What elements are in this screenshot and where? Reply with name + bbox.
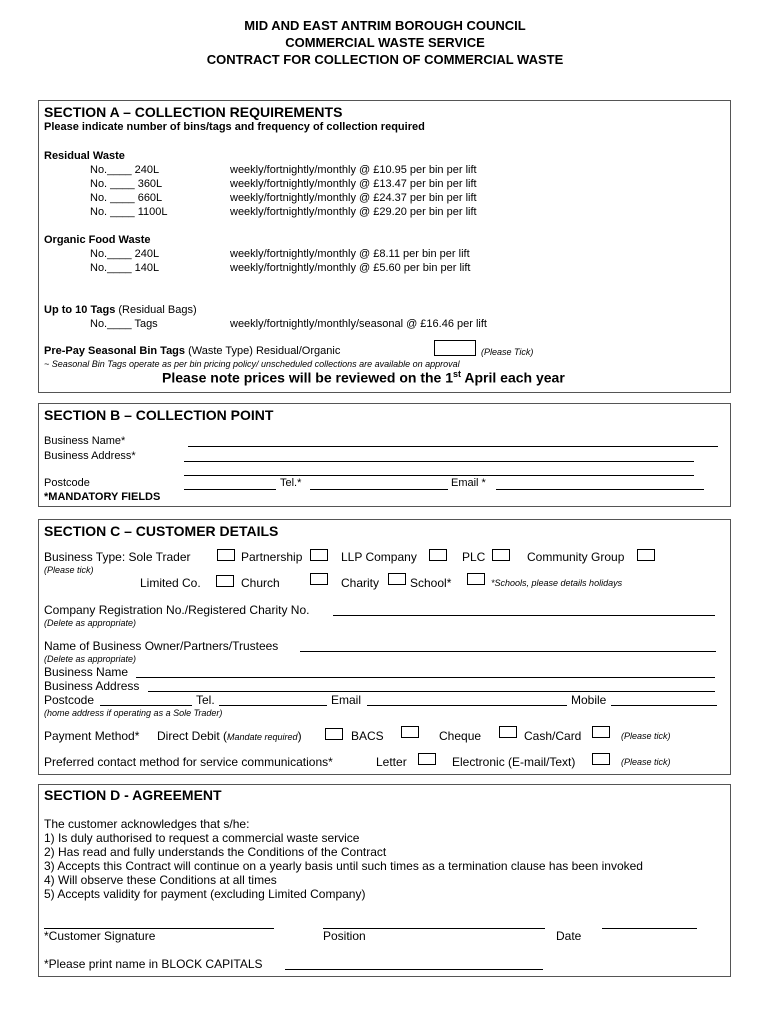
business-address-line-1[interactable] <box>184 461 694 462</box>
c-mobile-line[interactable] <box>611 705 717 706</box>
direct-debit-label: Direct Debit (Mandate required) <box>157 729 302 743</box>
section-a-subtitle: Please indicate number of bins/tags and frequency of collection required <box>44 121 425 133</box>
position-label: Position <box>323 929 366 943</box>
c-business-address-line[interactable] <box>148 691 715 692</box>
prepay-heading: Pre-Pay Seasonal Bin Tags <box>44 345 186 357</box>
email-label: Email * <box>451 477 486 489</box>
electronic-checkbox[interactable] <box>592 753 610 765</box>
business-address-line-2[interactable] <box>184 475 694 476</box>
agreement-intro: The customer acknowledges that s/he: <box>44 817 250 831</box>
c-email-label: Email <box>331 693 362 707</box>
partnership-label: Partnership <box>241 550 303 564</box>
owner-label: Name of Business Owner/Partners/Trustees <box>44 639 279 653</box>
c-business-name-label: Business Name <box>44 665 129 679</box>
prepay-note: ~ Seasonal Bin Tags operate as per bin pricing policy/ unscheduled collections are available on approval <box>44 359 460 369</box>
date-label: Date <box>556 929 582 943</box>
section-a-title: SECTION A – COLLECTION REQUIREMENTS <box>44 104 343 120</box>
postcode-label: Postcode <box>44 477 90 489</box>
church-label: Church <box>241 576 280 590</box>
reg-no-line[interactable] <box>333 615 715 616</box>
cash-card-label: Cash/Card <box>524 729 582 743</box>
tel-label: Tel.* <box>280 477 302 489</box>
owner-line[interactable] <box>300 651 716 652</box>
business-type-label: Business Type: Sole Trader <box>44 550 191 564</box>
residual-360-field[interactable]: No. ____ 360L <box>90 178 163 190</box>
payment-tick-note: (Please tick) <box>621 731 671 741</box>
organic-waste-heading: Organic Food Waste <box>44 234 151 246</box>
bacs-checkbox[interactable] <box>401 726 419 738</box>
delete-note-2: (Delete as appropriate) <box>44 654 137 664</box>
reg-no-label: Company Registration No./Registered Charity No. <box>44 603 310 617</box>
tags-heading-note: (Residual Bags) <box>118 304 197 316</box>
price-review-note: Please note prices will be reviewed on the 1st April each year <box>162 369 565 386</box>
block-capitals-line[interactable] <box>285 969 543 970</box>
plc-checkbox[interactable] <box>492 549 510 561</box>
c-email-line[interactable] <box>367 705 567 706</box>
service-name: COMMERCIAL WASTE SERVICE <box>285 35 485 50</box>
c-postcode-line[interactable] <box>100 705 192 706</box>
residual-240-field[interactable]: No.____ 240L <box>90 164 160 176</box>
date-line[interactable] <box>602 928 697 929</box>
residual-360-rate: weekly/fortnightly/monthly @ £13.47 per bin per lift <box>230 178 477 190</box>
community-group-label: Community Group <box>527 550 625 564</box>
c-business-name-line[interactable] <box>136 677 715 678</box>
tags-field[interactable]: No.____ Tags <box>90 318 158 330</box>
residual-waste-heading: Residual Waste <box>44 150 125 162</box>
residual-1100-rate: weekly/fortnightly/monthly @ £29.20 per bin per lift <box>230 206 477 218</box>
contact-method-label: Preferred contact method for service communications* <box>44 755 333 769</box>
payment-method-label: Payment Method* <box>44 729 140 743</box>
section-d-title: SECTION D - AGREEMENT <box>44 787 222 803</box>
c-postcode-label: Postcode <box>44 693 95 707</box>
tags-heading: Up to 10 Tags <box>44 304 116 316</box>
cash-card-checkbox[interactable] <box>592 726 610 738</box>
plc-label: PLC <box>462 550 486 564</box>
residual-1100-field[interactable]: No. ____ 1100L <box>90 206 168 218</box>
charity-checkbox[interactable] <box>388 573 406 585</box>
residual-240-rate: weekly/fortnightly/monthly @ £10.95 per bin per lift <box>230 164 477 176</box>
llp-label: LLP Company <box>341 550 417 564</box>
llp-checkbox[interactable] <box>429 549 447 561</box>
tel-line[interactable] <box>310 489 448 490</box>
business-name-line[interactable] <box>188 446 718 447</box>
organic-240-field[interactable]: No.____ 240L <box>90 248 160 260</box>
direct-debit-checkbox[interactable] <box>325 728 343 740</box>
section-c-title: SECTION C – CUSTOMER DETAILS <box>44 523 279 539</box>
cheque-label: Cheque <box>439 729 482 743</box>
c-mobile-label: Mobile <box>571 693 607 707</box>
c-tel-line[interactable] <box>219 705 327 706</box>
business-address-label: Business Address* <box>44 450 136 462</box>
agreement-item-1: 1) Is duly authorised to request a commercial waste service <box>44 831 360 845</box>
residual-660-field[interactable]: No. ____ 660L <box>90 192 163 204</box>
agreement-item-4: 4) Will observe these Conditions at all times <box>44 873 277 887</box>
church-checkbox[interactable] <box>310 573 328 585</box>
community-group-checkbox[interactable] <box>637 549 655 561</box>
prepay-tick-box[interactable] <box>434 340 476 356</box>
c-tel-label: Tel. <box>196 693 215 707</box>
organic-140-field[interactable]: No.____ 140L <box>90 262 160 274</box>
organic-140-rate: weekly/fortnightly/monthly @ £5.60 per bin per lift <box>230 262 471 274</box>
mandatory-fields-note: *MANDATORY FIELDS <box>44 491 161 503</box>
page-title: CONTRACT FOR COLLECTION OF COMMERCIAL WASTE <box>206 52 564 67</box>
c-business-address-label: Business Address <box>44 679 140 693</box>
charity-label: Charity <box>341 576 380 590</box>
email-line[interactable] <box>496 489 704 490</box>
council-name: MID AND EAST ANTRIM BOROUGH COUNCIL <box>244 18 526 33</box>
sole-trader-checkbox[interactable] <box>217 549 235 561</box>
organic-240-rate: weekly/fortnightly/monthly @ £8.11 per bin per lift <box>230 248 470 260</box>
prepay-row <box>44 345 340 357</box>
postcode-line[interactable] <box>184 489 276 490</box>
tags-rate: weekly/fortnightly/monthly/seasonal @ £16.46 per lift <box>230 318 487 330</box>
delete-note-1: (Delete as appropriate) <box>44 618 137 628</box>
section-b-title: SECTION B – COLLECTION POINT <box>44 407 274 423</box>
signature-label: *Customer Signature <box>44 929 156 943</box>
contact-tick-note: (Please tick) <box>621 757 671 767</box>
limited-co-label: Limited Co. <box>140 576 201 590</box>
home-address-note: (home address if operating as a Sole Trader) <box>44 708 223 718</box>
letter-checkbox[interactable] <box>418 753 436 765</box>
letter-label: Letter <box>376 755 407 769</box>
bacs-label: BACS <box>351 729 384 743</box>
school-checkbox[interactable] <box>467 573 485 585</box>
block-capitals-label: *Please print name in BLOCK CAPITALS <box>44 957 263 971</box>
agreement-item-5: 5) Accepts validity for payment (excluding Limited Company) <box>44 887 366 901</box>
prepay-tick-note: (Please Tick) <box>481 347 534 357</box>
partnership-checkbox[interactable] <box>310 549 328 561</box>
please-tick-note: (Please tick) <box>44 565 94 575</box>
limited-co-checkbox[interactable] <box>216 575 234 587</box>
business-name-label: Business Name* <box>44 435 126 447</box>
school-label: School* <box>410 576 452 590</box>
prepay-detail: (Waste Type) Residual/Organic <box>188 345 341 357</box>
tags-heading-row <box>44 304 197 316</box>
electronic-label: Electronic (E-mail/Text) <box>452 755 576 769</box>
agreement-item-3: 3) Accepts this Contract will continue on a yearly basis until such times as a termination clause has been invoked <box>44 859 643 873</box>
cheque-checkbox[interactable] <box>499 726 517 738</box>
residual-660-rate: weekly/fortnightly/monthly @ £24.37 per bin per lift <box>230 192 477 204</box>
schools-note: *Schools, please details holidays <box>491 578 623 588</box>
agreement-item-2: 2) Has read and fully understands the Conditions of the Contract <box>44 845 387 859</box>
